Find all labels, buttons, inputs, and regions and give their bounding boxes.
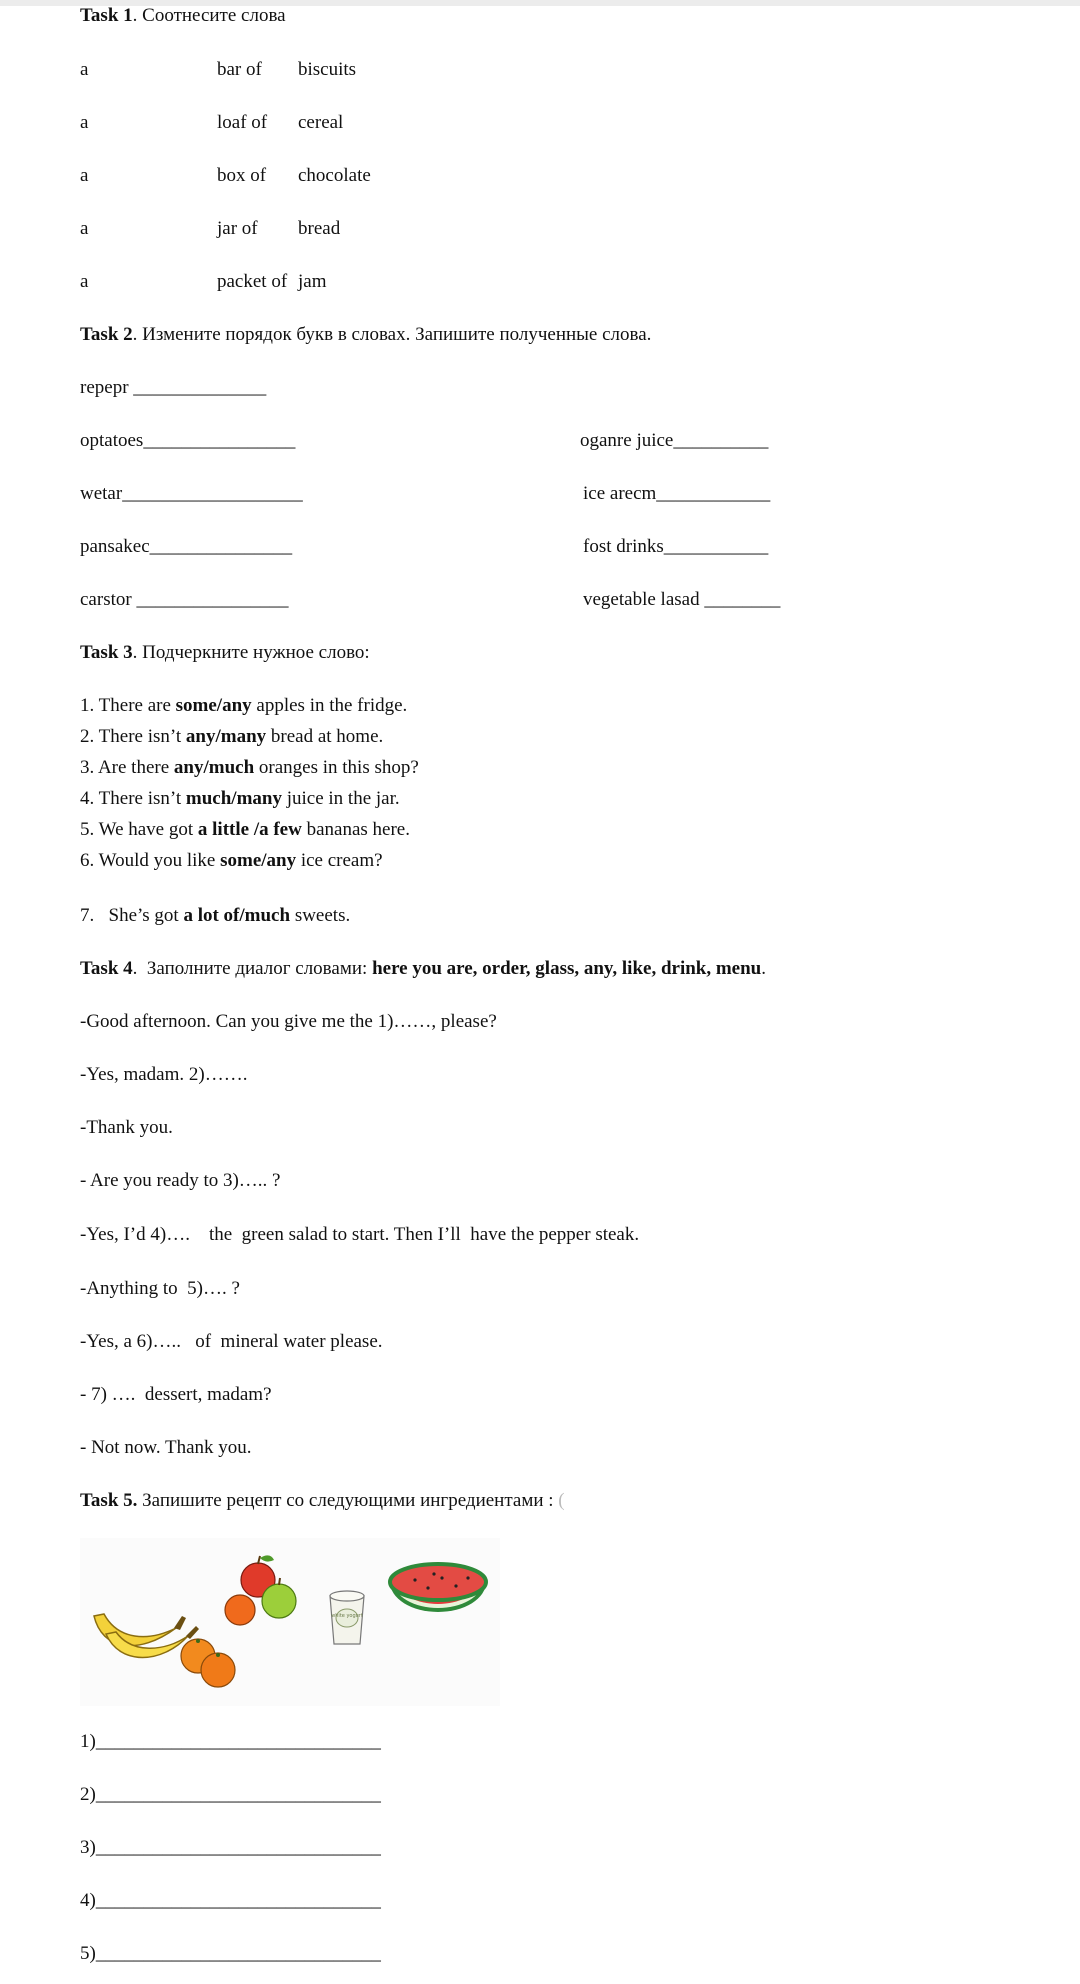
task2-heading [80,323,651,347]
dialog-line: -Yes, I’d 4)…. the green salad to start. Then I’ll have the pepper steak. [80,1224,640,1245]
anagram-item: ice arecm____________ [583,483,771,504]
task5-label: Task 5. [80,1490,138,1511]
dialog-line: - 7) …. dessert, madam? [80,1384,272,1405]
anagram-item: optatoes________________ [80,430,296,451]
task4-instruction: . Заполните диалог словами: [132,958,373,979]
quantity-word: loaf of [217,112,268,133]
sentence-start: 1. There are [80,695,176,716]
grammar-item [80,787,400,811]
dialog-line: -Thank you. [80,1117,173,1138]
sentence-start: 6. Would you like [80,850,221,871]
word-choice[interactable]: much/many [185,788,282,809]
grammar-item [80,818,410,842]
food-word: biscuits [298,59,357,80]
article: a [80,218,89,239]
sentence-start: 3. Are there [80,757,174,778]
sentence-end: ice cream? [296,850,383,871]
task3-heading [80,641,370,665]
anagram-item: pansakec_______________ [80,536,293,557]
word-choice[interactable]: any/much [173,757,255,778]
word-choice[interactable]: some/any [220,850,297,871]
anagram-item: repepr ______________ [80,377,267,398]
task3-label: Task 3 [80,642,133,663]
grammar-item [80,849,383,873]
sentence-start: 5. We have got [80,819,198,840]
dialog-line: - Are you ready to 3)….. ? [80,1170,281,1191]
anagram-item: vegetable lasad ________ [583,589,781,610]
apple-icon [225,1555,296,1625]
anagram-item: fost drinks___________ [583,536,769,557]
recipe-line[interactable]: 4)______________________________ [80,1890,381,1911]
task1-row [80,58,480,82]
word-choice[interactable]: some/any [175,695,252,716]
watermelon-icon [390,1564,486,1612]
dialog-line: -Yes, a 6)….. of mineral water please. [80,1331,383,1352]
task5-heading [80,1489,565,1513]
task4-word-bank: here you are, order, glass, any, like, drink, menu [372,958,762,979]
dialog-line: -Yes, madam. 2)……. [80,1064,248,1085]
food-word: cereal [298,112,344,133]
grammar-item [80,725,383,749]
sentence-start: 7. She’s got [80,905,184,926]
period: . [761,958,766,979]
task3-instruction: . Подчеркните нужное слово: [132,642,370,663]
recipe-line[interactable]: 2)______________________________ [80,1784,381,1805]
task1-row [80,164,480,188]
anagram-item: wetar___________________ [80,483,303,504]
yogurt-label: white yogurt [331,1613,363,1619]
sentence-end: sweets. [290,905,351,926]
task1-label: Task 1 [80,5,133,26]
cut-off-glyph: ( [558,1490,565,1511]
anagram-item: carstor ________________ [80,589,289,610]
task1-instruction: . Соотнесите слова [132,5,286,26]
sentence-end: bread at home. [266,726,384,747]
task1-heading [80,4,286,28]
food-word: bread [298,218,341,239]
food-word: chocolate [298,165,371,186]
food-word: jam [298,271,327,292]
dialog-line: -Anything to 5)…. ? [80,1278,240,1299]
grammar-item [80,904,350,928]
dialog-line: - Not now. Thank you. [80,1437,252,1458]
quantity-word: jar of [217,218,258,239]
article: a [80,112,89,133]
article: a [80,165,89,186]
recipe-line[interactable]: 3)______________________________ [80,1837,381,1858]
anagram-item: oganre juice__________ [580,430,769,451]
sentence-end: oranges in this shop? [254,757,419,778]
dialog-line: -Good afternoon. Can you give me the 1)……, please? [80,1011,497,1032]
sentence-start: 2. There isn’t [80,726,186,747]
task1-row [80,111,480,135]
task1-row [80,217,480,241]
task4-heading [80,957,766,981]
quantity-word: bar of [217,59,262,80]
recipe-line[interactable]: 5)______________________________ [80,1943,381,1964]
article: a [80,59,89,80]
task4-label: Task 4 [80,958,133,979]
quantity-word: box of [217,165,267,186]
sentence-end: bananas here. [301,819,410,840]
task2-label: Task 2 [80,324,133,345]
task1-row [80,270,480,294]
quantity-word: packet of [217,271,288,292]
sentence-end: juice in the jar. [281,788,400,809]
word-choice[interactable]: a lot of/much [183,905,291,926]
recipe-line[interactable]: 1)______________________________ [80,1731,381,1752]
grammar-item [80,694,407,718]
grammar-item [80,756,419,780]
task2-instruction: . Измените порядок букв в словах. Запишите полученные слова. [132,324,652,345]
task5-instruction: Запишите рецепт со следующими ингредиентами : [137,1490,559,1511]
sentence-start: 4. There isn’t [80,788,186,809]
yogurt-icon [330,1591,364,1644]
ingredients-illustration [80,1538,500,1706]
orange-icon [181,1639,235,1687]
word-choice[interactable]: a little /a few [197,819,302,840]
article: a [80,271,89,292]
sentence-end: apples in the fridge. [251,695,408,716]
word-choice[interactable]: any/many [185,726,267,747]
